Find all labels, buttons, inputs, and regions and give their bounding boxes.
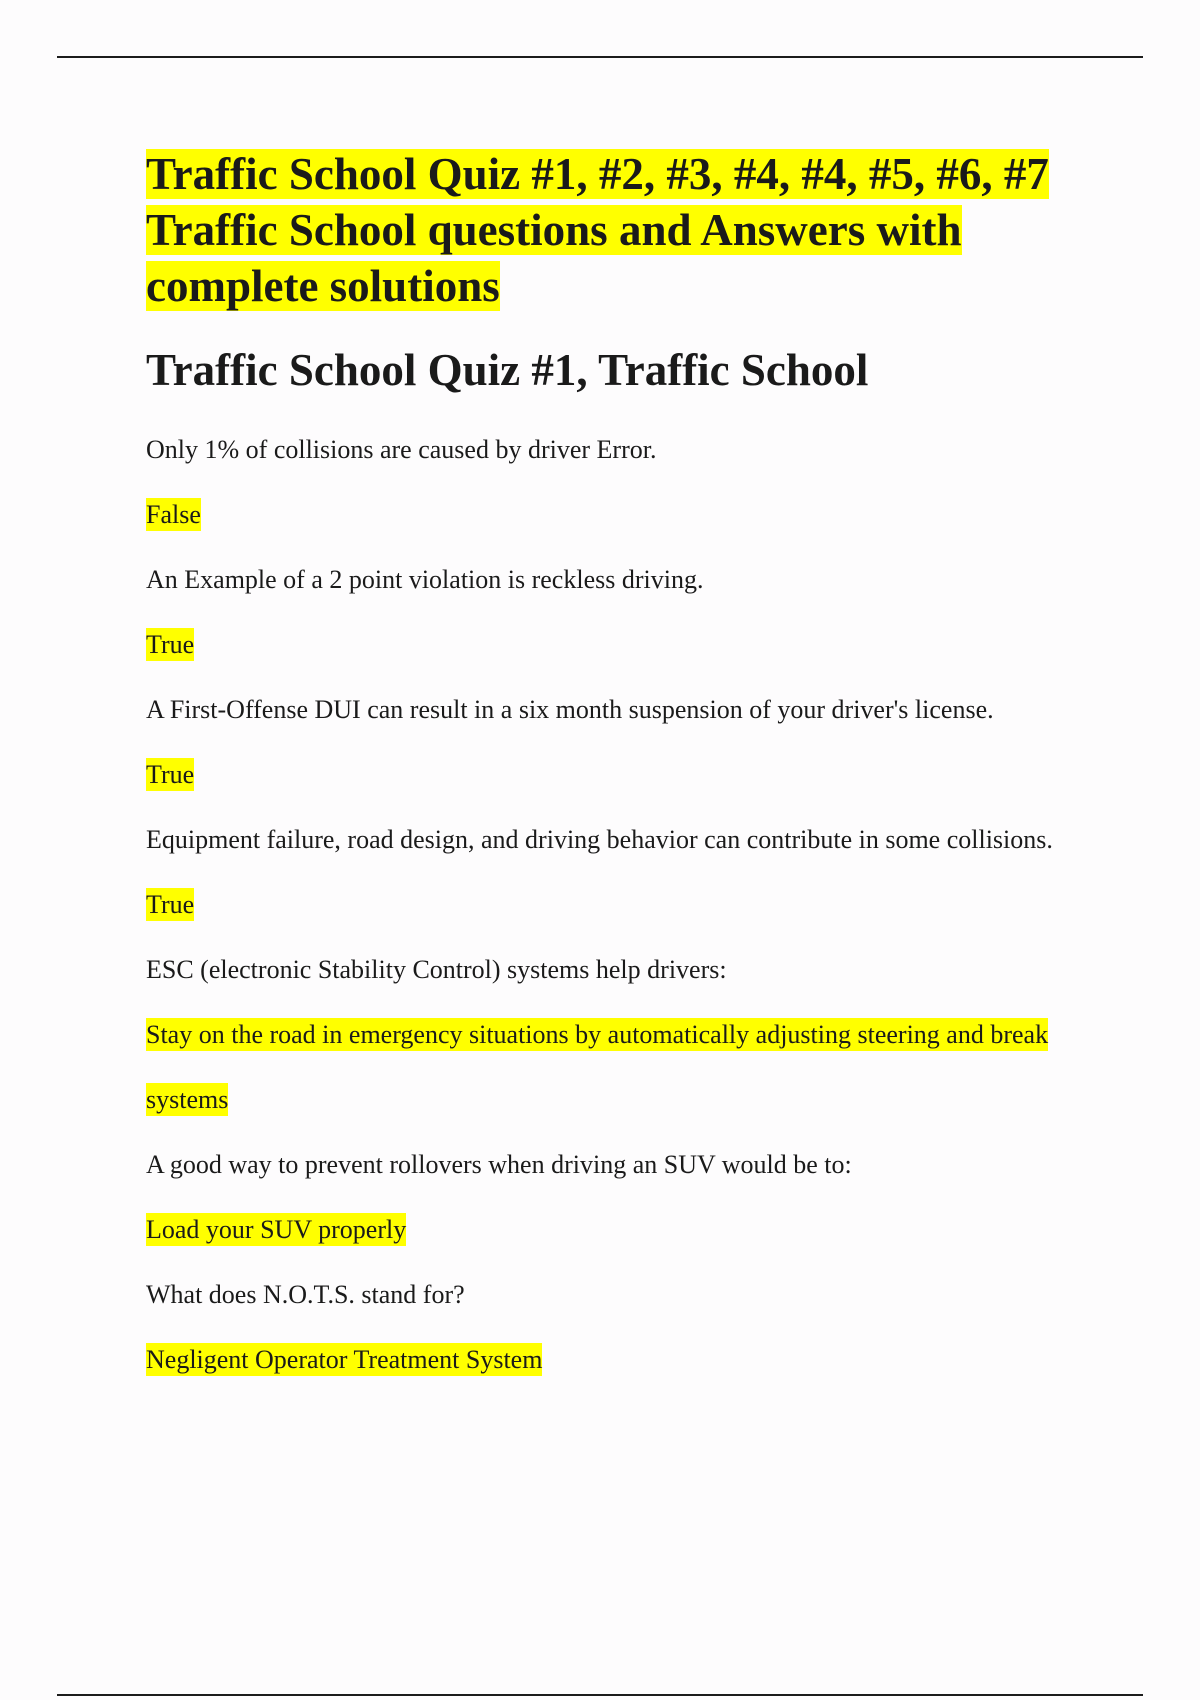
header-rule xyxy=(57,56,1143,58)
question-4: Equipment failure, road design, and driving behavior can contribute in some collisions. xyxy=(146,825,1053,854)
answer-3-text: True xyxy=(146,760,195,789)
answer-5-text: Stay on the road in emergency situations by automatically adjusting steering and break systems xyxy=(146,1020,1049,1114)
answer-5 xyxy=(146,1002,1106,1132)
answer-1 xyxy=(146,482,1106,547)
answer-2-text: True xyxy=(146,630,195,659)
answer-7 xyxy=(146,1327,1106,1392)
qa-list xyxy=(146,417,1106,1392)
question-2: An Example of a 2 point violation is reckless driving. xyxy=(146,565,704,594)
document-title xyxy=(146,146,1106,314)
answer-2 xyxy=(146,612,1106,677)
document-title-text: Traffic School Quiz #1, #2, #3, #4, #4, #5, #6, #7 Traffic School questions and Answers with complete solutions xyxy=(146,149,1049,311)
answer-6-text: Load your SUV properly xyxy=(146,1215,407,1244)
answer-1-text: False xyxy=(146,500,201,529)
question-7: What does N.O.T.S. stand for? xyxy=(146,1280,465,1309)
footer-rule xyxy=(57,1694,1143,1696)
section-heading: Traffic School Quiz #1, Traffic School xyxy=(146,345,869,395)
answer-3 xyxy=(146,742,1106,807)
answer-6 xyxy=(146,1197,1106,1262)
answer-7-text: Negligent Operator Treatment System xyxy=(146,1345,543,1374)
question-1: Only 1% of collisions are caused by driver Error. xyxy=(146,435,657,464)
answer-4 xyxy=(146,872,1106,937)
document-body xyxy=(146,146,1106,1392)
question-6: A good way to prevent rollovers when driving an SUV would be to: xyxy=(146,1150,852,1179)
question-5: ESC (electronic Stability Control) systems help drivers: xyxy=(146,955,727,984)
question-3: A First-Offense DUI can result in a six month suspension of your driver's license. xyxy=(146,695,994,724)
answer-4-text: True xyxy=(146,890,195,919)
